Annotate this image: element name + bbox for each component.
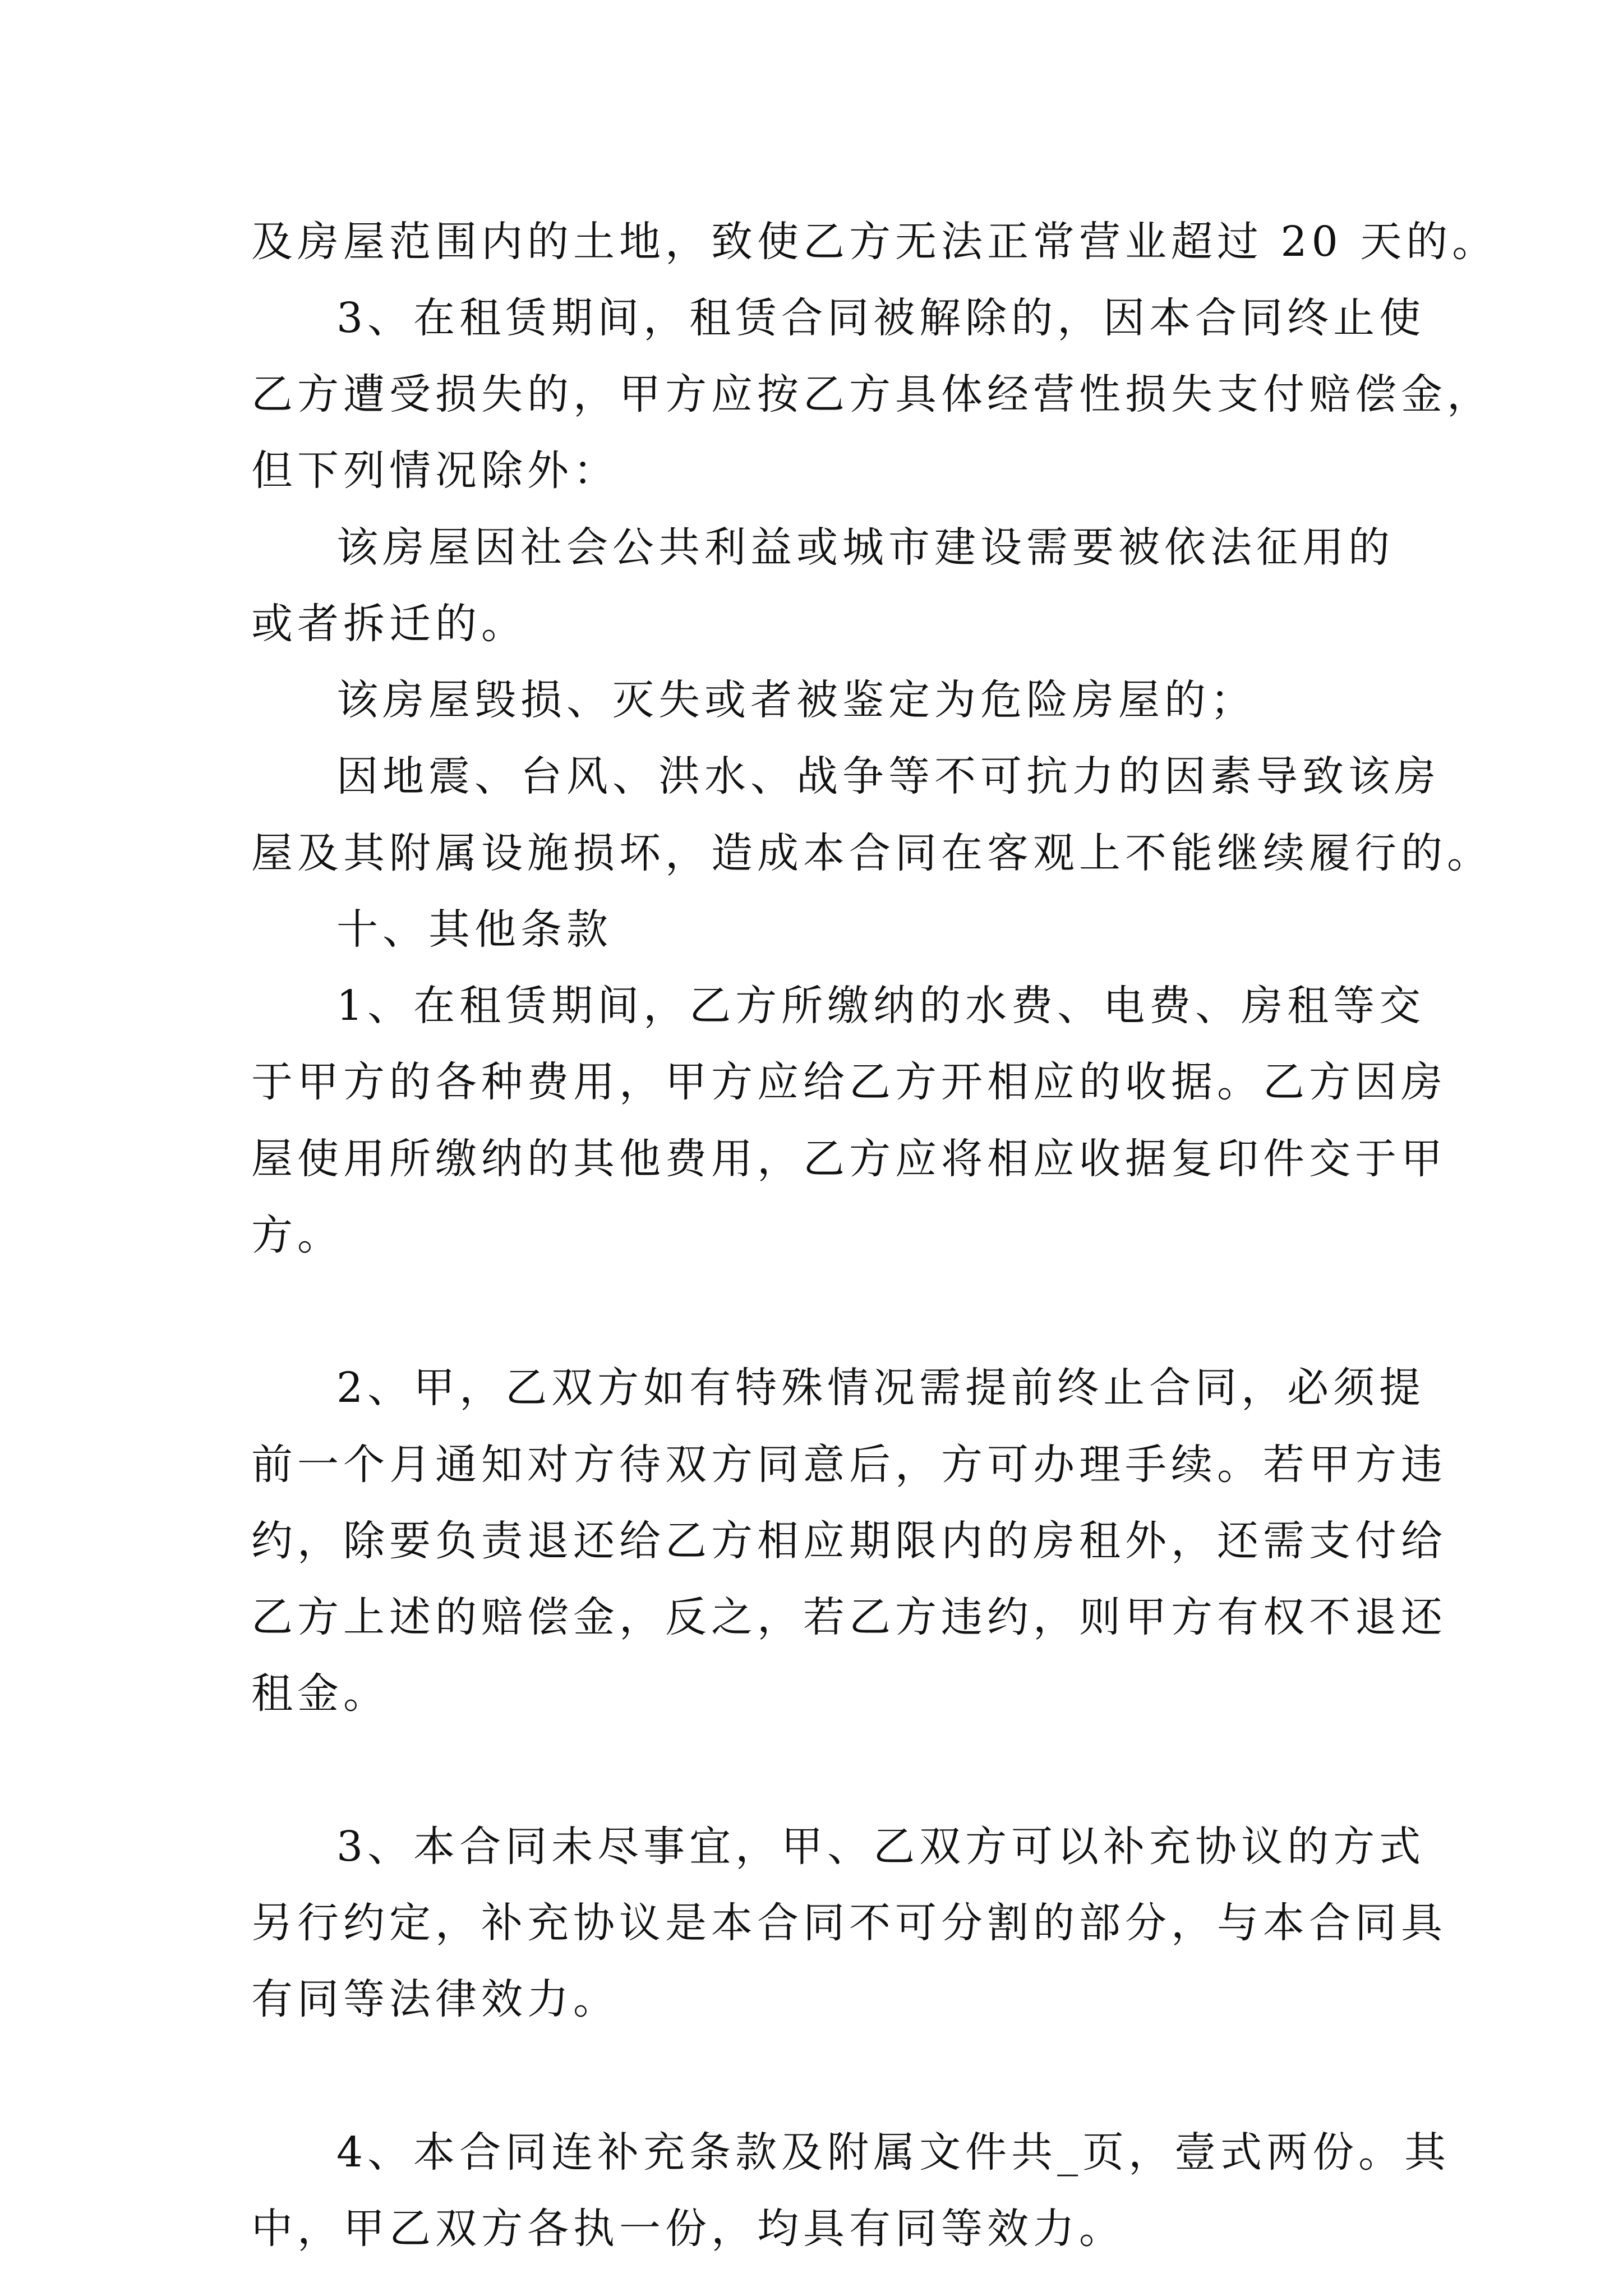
text-line: 租金。 — [251, 1669, 389, 1718]
text-line: 于甲方的各种费用，甲方应给乙方开相应的收据。乙方因房 — [251, 1058, 1447, 1106]
text-line: 屋使用所缴纳的其他费用，乙方应将相应收据复印件交于甲 — [251, 1135, 1447, 1183]
section-heading: 十、其他条款 — [336, 905, 612, 954]
text-line: 约，除要负责退还给乙方相应期限内的房租外，还需支付给 — [251, 1517, 1447, 1565]
text-line: 1、在租赁期间，乙方所缴纳的水费、电费、房租等交 — [336, 982, 1426, 1030]
text-line: 前一个月通知对方待双方同意后，方可办理手续。若甲方违 — [251, 1441, 1447, 1489]
text-line: 另行约定，补充协议是本合同不可分割的部分，与本合同具 — [251, 1899, 1447, 1947]
text-line: 或者拆迁的。 — [251, 600, 527, 648]
text-line: 该房屋毁损、灭失或者被鉴定为危险房屋的； — [336, 676, 1256, 724]
text-line: 及房屋范围内的土地，致使乙方无法正常营业超过 20 天的。 — [251, 218, 1498, 266]
text-line: 方。 — [251, 1211, 343, 1259]
text-line: 但下列情况除外： — [251, 447, 619, 495]
text-line: 3、在租赁期间，租赁合同被解除的，因本合同终止使 — [336, 294, 1426, 342]
text-line: 4、本合同连补充条款及附属文件共_页，壹式两份。其 — [336, 2128, 1451, 2177]
text-line: 有同等法律效力。 — [251, 1975, 619, 2023]
text-line: 中，甲乙双方各执一份，均具有同等效力。 — [251, 2205, 1125, 2253]
text-line: 2、甲，乙双方如有特殊情况需提前终止合同，必须提 — [336, 1364, 1426, 1412]
text-line: 乙方遭受损失的，甲方应按乙方具体经营性损失支付赔偿金， — [251, 370, 1493, 418]
text-line: 3、本合同未尽事宜，甲、乙双方可以补充协议的方式 — [336, 1823, 1426, 1871]
text-line: 乙方上述的赔偿金，反之，若乙方违约，则甲方有权不退还 — [251, 1593, 1447, 1641]
text-line: 屋及其附属设施损坏，造成本合同在客观上不能继续履行的。 — [251, 829, 1493, 877]
text-line: 该房屋因社会公共利益或城市建设需要被依法征用的 — [336, 523, 1394, 572]
text-line: 因地震、台风、洪水、战争等不可抗力的因素导致该房 — [336, 752, 1440, 800]
